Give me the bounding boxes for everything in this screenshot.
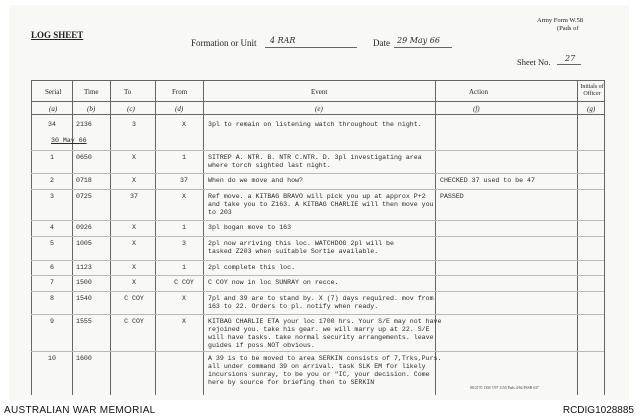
pads-of-note: (Pads of bbox=[557, 25, 579, 32]
table-left-border bbox=[31, 80, 32, 395]
row-time: 1555 bbox=[76, 318, 92, 325]
archive-name: AUSTRALIAN WAR MEMORIAL bbox=[4, 405, 156, 416]
row-event-line: When do we move and how? bbox=[208, 177, 303, 184]
row-serial: 4 bbox=[50, 224, 54, 231]
row-event-line: KITBAG CHARLIE ETA your loc 1700 hrs. Your S/E may not have bbox=[208, 318, 442, 325]
row-from: C COY bbox=[174, 279, 194, 286]
row-time: 1005 bbox=[76, 240, 92, 247]
column-letter-f: (f) bbox=[473, 105, 480, 113]
printer-note: 88/2170 13M 7/97 1150 Pads 4/64 PSSB 637 bbox=[470, 386, 539, 390]
row-event-line: all under command 39 on arrival. task SLK EM for likely bbox=[208, 363, 426, 370]
formation-label: Formation or Unit bbox=[191, 38, 257, 48]
row-time: 0718 bbox=[76, 177, 92, 184]
row-serial: 10 bbox=[48, 355, 56, 362]
row-divider bbox=[31, 275, 604, 276]
archive-footer bbox=[0, 400, 640, 420]
row-time: 0926 bbox=[76, 224, 92, 231]
row-time: 0725 bbox=[76, 193, 92, 200]
row-time: 1123 bbox=[76, 264, 92, 271]
row-time: 1600 bbox=[76, 355, 92, 362]
row-divider bbox=[31, 236, 604, 237]
column-letter-c: (c) bbox=[127, 105, 135, 113]
column-header-event: Event bbox=[311, 88, 328, 96]
row-to: C COY bbox=[124, 318, 144, 325]
row-to: X bbox=[132, 154, 136, 161]
row-event-line: 163 to 22. Orders to pl. notify when ready. bbox=[208, 303, 379, 310]
column-letter-b: (b) bbox=[87, 105, 96, 113]
column-header-to: To bbox=[124, 88, 132, 96]
row-serial: 5 bbox=[50, 240, 54, 247]
row-divider bbox=[31, 314, 604, 315]
row-from: X bbox=[182, 121, 186, 128]
row-to: 37 bbox=[130, 193, 138, 200]
row-to: X bbox=[132, 240, 136, 247]
column-divider-event bbox=[203, 80, 204, 395]
row-to: C COY bbox=[124, 295, 144, 302]
row-to: X bbox=[132, 177, 136, 184]
date-label: Date bbox=[373, 38, 390, 48]
row-to: X bbox=[132, 224, 136, 231]
row-serial: 1 bbox=[50, 154, 54, 161]
row-from: 3 bbox=[182, 240, 186, 247]
row-event-line: rejoined you. take his gear. we will marry up at 22. S/E bbox=[208, 326, 430, 333]
army-form-number: Army Form W.58 bbox=[537, 17, 584, 24]
row-from: 1 bbox=[182, 264, 186, 271]
column-letter-g: (g) bbox=[587, 105, 596, 113]
row-action: PASSED bbox=[440, 193, 464, 200]
column-divider-initials bbox=[577, 80, 578, 395]
row-to: X bbox=[132, 279, 136, 286]
row-divider bbox=[31, 260, 604, 261]
row-from: 37 bbox=[180, 177, 188, 184]
row-event-line: Ref move. a KITBAG BRAVO will pick you up at approx P+2 bbox=[208, 193, 426, 200]
row-action: CHECKED 37 used to be 47 bbox=[440, 177, 535, 184]
column-letter-d: (d) bbox=[175, 105, 184, 113]
date-change-label: 30 May 66 bbox=[51, 137, 87, 144]
column-header-serial: Serial bbox=[45, 88, 62, 96]
date-underline bbox=[394, 47, 452, 48]
row-event-line: A 39 is to be moved to area SERKIN consists of 7,Trks,Purs. bbox=[208, 355, 442, 362]
row-divider bbox=[31, 220, 604, 221]
sheet-title: LOG SHEET bbox=[31, 30, 84, 40]
row-event-line: will have tasks. take normal security arrangements. leave bbox=[208, 334, 434, 341]
formation-value: 4 RAR bbox=[270, 36, 296, 45]
sheet-number-value: 27 bbox=[565, 54, 576, 63]
table-letter-rule bbox=[31, 114, 604, 115]
column-header-from: From bbox=[172, 88, 188, 96]
row-serial: 9 bbox=[50, 318, 54, 325]
row-event-line: 7pl and 39 are to stand by. X (7) days required. mov from bbox=[208, 295, 434, 302]
row-divider bbox=[31, 351, 604, 352]
row-serial: 8 bbox=[50, 295, 54, 302]
row-event-line: and take you to Z163. A KITBAG CHARLIE will then move you bbox=[208, 201, 434, 208]
row-to: 3 bbox=[132, 121, 136, 128]
row-event-line: 3pl bogan move to 163 bbox=[208, 224, 292, 231]
sheet-number-underline bbox=[557, 64, 581, 65]
table-top-rule bbox=[31, 80, 604, 81]
row-event-line: 3pl to remain on listening watch throughout the night. bbox=[208, 121, 422, 128]
table-header-rule bbox=[31, 101, 604, 102]
row-divider bbox=[31, 173, 604, 174]
archive-id: RCDIG1028885 bbox=[562, 405, 634, 416]
date-value: 29 May 66 bbox=[397, 36, 440, 45]
row-serial: 7 bbox=[50, 279, 54, 286]
row-from: 1 bbox=[182, 224, 186, 231]
row-from: X bbox=[182, 295, 186, 302]
row-event-line: tasked Z203 when suitable Sortie available. bbox=[208, 248, 379, 255]
column-divider-action bbox=[435, 80, 436, 395]
row-divider bbox=[31, 150, 604, 151]
formation-underline bbox=[265, 47, 357, 48]
column-letter-e: (e) bbox=[315, 105, 323, 113]
row-to: X bbox=[132, 264, 136, 271]
row-event-line: guides if poss NOT obvious. bbox=[208, 342, 315, 349]
row-event-line: C COY now in loc SUNRAY on recce. bbox=[208, 279, 339, 286]
row-event-line: here by source for briefing then to SERKIN bbox=[208, 379, 375, 386]
row-from: 1 bbox=[182, 154, 186, 161]
column-header-action: Action bbox=[469, 88, 489, 96]
column-divider-time bbox=[72, 80, 73, 395]
row-time: 0650 bbox=[76, 154, 92, 161]
column-divider-to bbox=[110, 80, 111, 395]
row-serial: 34 bbox=[48, 121, 56, 128]
row-serial: 3 bbox=[50, 193, 54, 200]
row-event-line: to 203 bbox=[208, 209, 232, 216]
row-time: 2136 bbox=[76, 121, 92, 128]
row-serial: 6 bbox=[50, 264, 54, 271]
row-time: 1500 bbox=[76, 279, 92, 286]
column-header-initials: Initials of Officer bbox=[580, 84, 604, 97]
row-from: X bbox=[182, 193, 186, 200]
row-time: 1540 bbox=[76, 295, 92, 302]
row-divider bbox=[31, 189, 604, 190]
row-event-line: 2pl now arriving this loc. WATCHDOG 2pl will be bbox=[208, 240, 394, 247]
column-divider-from bbox=[155, 80, 156, 395]
row-serial: 2 bbox=[50, 177, 54, 184]
row-divider bbox=[31, 291, 604, 292]
column-letter-a: (a) bbox=[49, 105, 58, 113]
row-event-line: SITREP A. NTR. B. NTR C.NTR. D. 3pl investigating area bbox=[208, 154, 422, 161]
row-from: X bbox=[182, 318, 186, 325]
row-event-line: where torch sighted last night. bbox=[208, 162, 331, 169]
table-right-border bbox=[604, 80, 605, 395]
row-event-line: incursions sunray, to be you or "IC, your decision. Come bbox=[208, 371, 430, 378]
column-header-time: Time bbox=[84, 88, 99, 96]
row-event-line: 2pl complete this loc. bbox=[208, 264, 296, 271]
sheet-number-label: Sheet No. bbox=[517, 57, 551, 67]
